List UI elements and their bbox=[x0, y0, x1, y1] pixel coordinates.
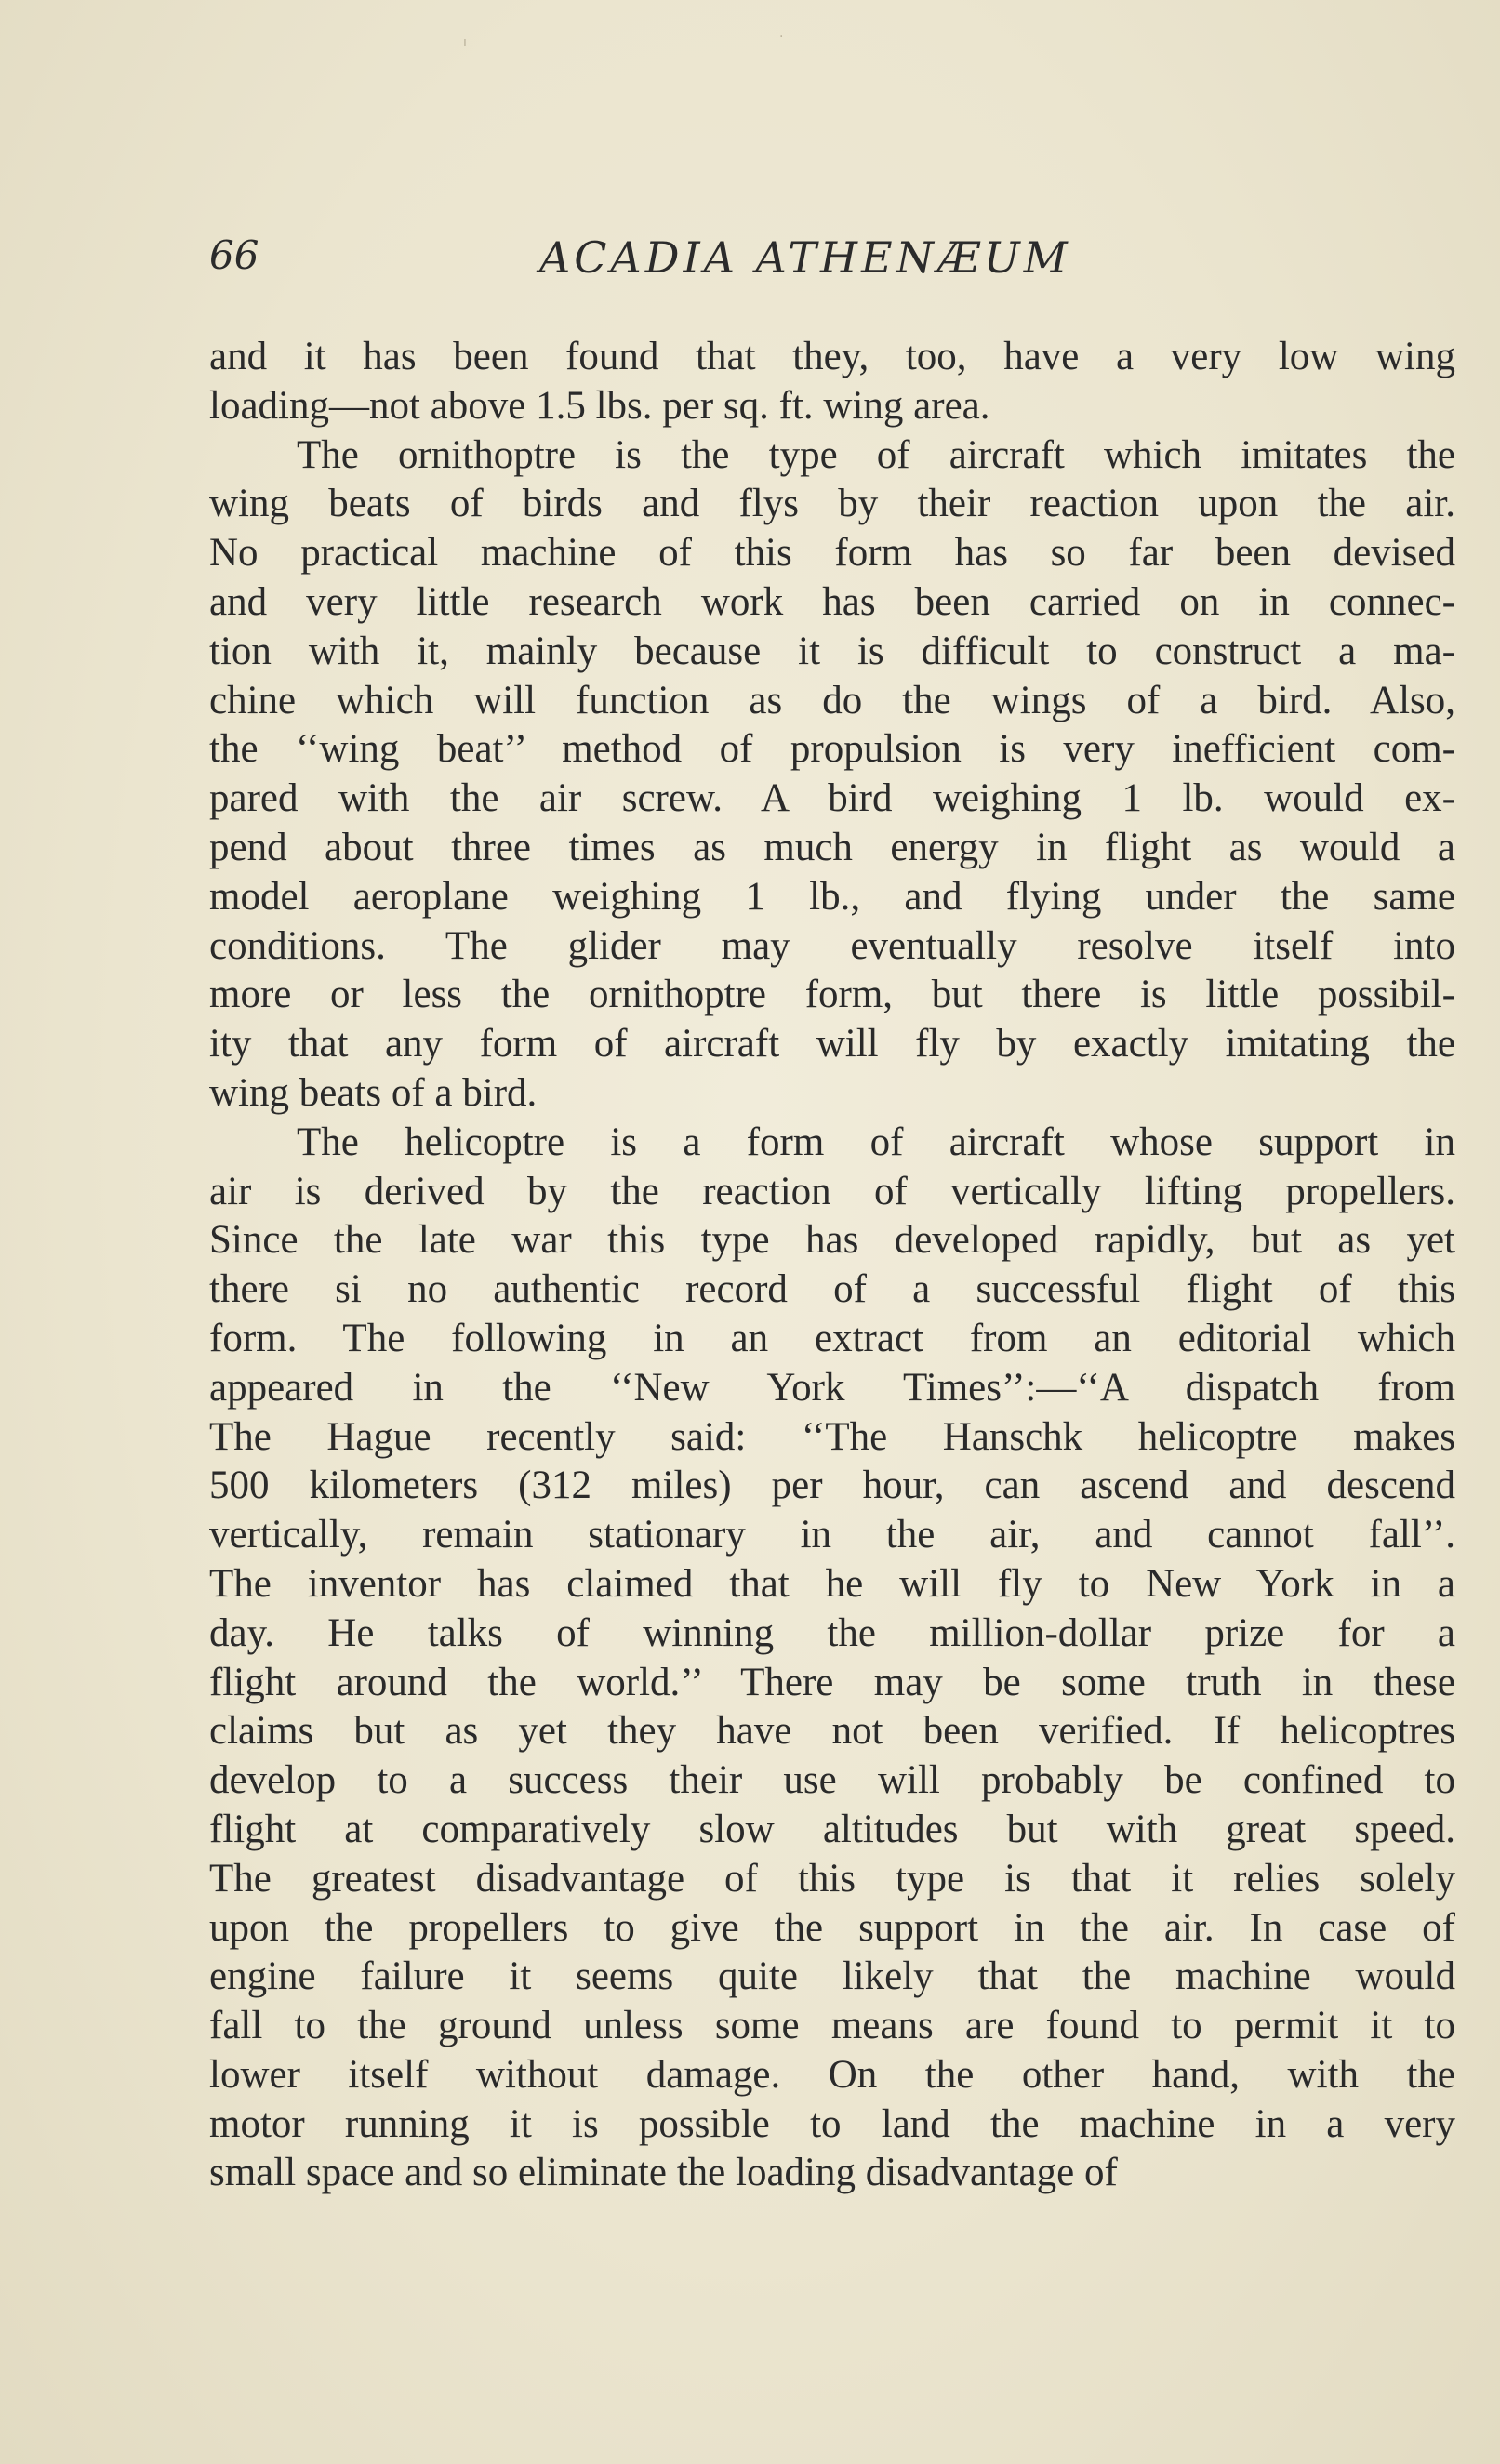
text-line: appeared in the ‘‘New York Times’’:—‘‘A dispatch from bbox=[209, 1365, 1455, 1410]
text-line: motor running it is possible to land the machine in a very bbox=[209, 2101, 1455, 2146]
text-line: the ‘‘wing beat’’ method of propulsion is very inefficient com- bbox=[209, 727, 1455, 772]
text-line: chine which will function as do the wings of a bird. Also, bbox=[209, 678, 1455, 722]
text-line: conditions. The glider may eventually resolve itself into bbox=[209, 923, 1455, 968]
paragraph bbox=[209, 1119, 1455, 2199]
paragraph bbox=[209, 431, 1455, 1119]
text-line: flight at comparatively slow altitudes but with great speed. bbox=[209, 1807, 1455, 1851]
text-line: tion with it, mainly because it is difficult to construct a ma- bbox=[209, 629, 1455, 673]
text-line: wing beats of birds and flys by their reaction upon the air. bbox=[209, 482, 1455, 526]
text-line: vertically, remain stationary in the air, and cannot fall’’. bbox=[209, 1513, 1455, 1557]
text-line: wing beats of a bird. bbox=[209, 1070, 538, 1115]
text-line: pared with the air screw. A bird weighing 1 lb. would ex- bbox=[209, 776, 1455, 821]
text-line: form. The following in an extract from an editorial which bbox=[209, 1316, 1455, 1360]
text-line: claims but as yet they have not been verified. If helicoptres bbox=[209, 1709, 1455, 1754]
text-line: small space and so eliminate the loading disadvantage of bbox=[209, 2151, 1118, 2195]
text-line: develop to a success their use will probably be confined to bbox=[209, 1758, 1455, 1803]
text-line: 500 kilometers (312 miles) per hour, can ascend and descend bbox=[209, 1464, 1455, 1508]
text-line: loading—not above 1.5 lbs. per sq. ft. wing area. bbox=[209, 383, 990, 428]
article-body bbox=[209, 333, 1455, 2198]
text-line: The helicoptre is a form of aircraft whose support in bbox=[297, 1119, 1455, 1164]
text-line: The Hague recently said: ‘‘The Hanschk helicoptre makes bbox=[209, 1414, 1455, 1459]
paragraph bbox=[209, 333, 1455, 431]
text-line: air is derived by the reaction of vertically lifting propellers. bbox=[209, 1169, 1455, 1213]
page-header bbox=[209, 232, 1455, 298]
text-line: The ornithoptre is the type of aircraft which imitates the bbox=[297, 432, 1455, 477]
text-line: fall to the ground unless some means are found to permit it to bbox=[209, 2004, 1455, 2048]
text-line: ity that any form of aircraft will fly by exactly imitating the bbox=[209, 1022, 1455, 1066]
text-line: The inventor has claimed that he will fly to New York in a bbox=[209, 1561, 1455, 1606]
text-line: more or less the ornithoptre form, but there is little possibil- bbox=[209, 973, 1455, 1017]
page-number: 66 bbox=[209, 232, 259, 278]
running-title: ACADIA ATHENÆUM bbox=[539, 232, 1071, 283]
text-line: The greatest disadvantage of this type is that it relies solely bbox=[209, 1856, 1455, 1901]
text-line: Since the late war this type has developed rapidly, but as yet bbox=[209, 1218, 1455, 1263]
text-line: engine failure it seems quite likely that the machine would bbox=[209, 1954, 1455, 1999]
text-line: model aeroplane weighing 1 lb., and flying under the same bbox=[209, 874, 1455, 919]
text-line: day. He talks of winning the million-dollar prize for a bbox=[209, 1610, 1455, 1655]
text-line: flight around the world.’’ There may be some truth in these bbox=[209, 1660, 1455, 1704]
text-line: and very little research work has been carried on in connec- bbox=[209, 579, 1455, 624]
text-line: pend about three times as much energy in flight as would a bbox=[209, 825, 1455, 869]
text-line: No practical machine of this form has so far been devised bbox=[209, 531, 1455, 576]
text-line: lower itself without damage. On the other hand, with the bbox=[209, 2052, 1455, 2097]
text-line: there si no authentic record of a successful flight of this bbox=[209, 1267, 1455, 1312]
text-line: upon the propellers to give the support in the air. In case of bbox=[209, 1905, 1455, 1950]
paper-speck: · bbox=[779, 30, 784, 45]
paper-speck: ı bbox=[463, 35, 467, 50]
text-line: and it has been found that they, too, have a very low wing bbox=[209, 335, 1455, 378]
